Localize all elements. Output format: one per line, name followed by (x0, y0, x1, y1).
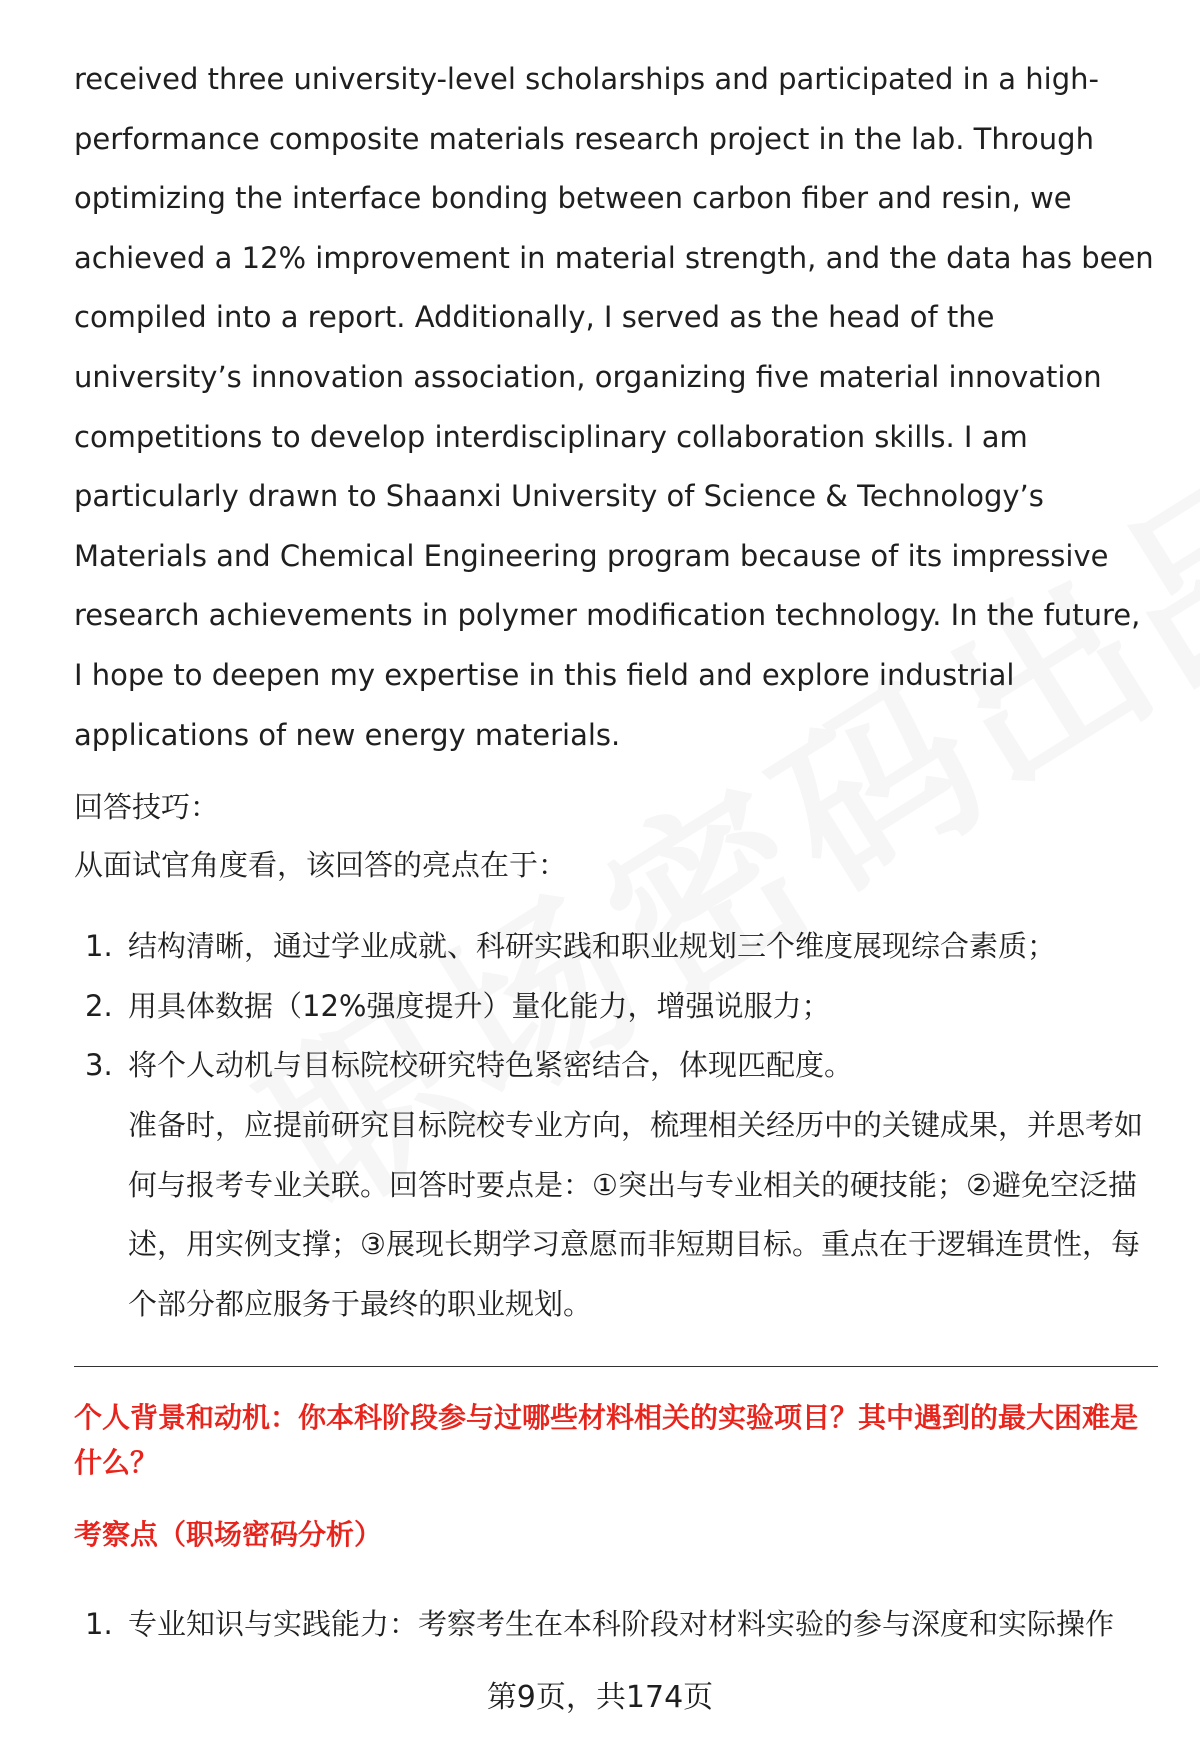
section-divider (74, 1366, 1158, 1367)
list-item-number: 1. (85, 929, 113, 964)
tips-note: 准备时，应提前研究目标院校专业方向，梳理相关经历中的关键成果，并思考如何与报考专业关联。回答时要点是：①突出与专业相关的硬技能；②避免空泛描述，用实例支撑；③展现长期学习意愿而非短期目标。重点在于逻辑连贯性，每个部分都应服务于最终的职业规划。 (128, 1107, 1144, 1321)
tips-list (74, 917, 1158, 1096)
list-item-number: 2. (85, 988, 113, 1023)
list-item-text: 专业知识与实践能力：考察考生在本科阶段对材料实验的参与深度和实际操作 (128, 1607, 1115, 1642)
list-item-text: 结构清晰，通过学业成就、科研实践和职业规划三个维度展现综合素质； (128, 929, 1057, 964)
answer-paragraph: received three university-level scholarships and participated in a high-performance composite materials research project in the lab. Through optimizing the interface bonding between carbon fiber and resin, we achieved a 12% improvement in material strength, and the data has been compiled into a report. Additionally, I served as the head of the university’s innovation association, organizing five material innovation competitions to develop interdisciplinary collaboration skills. I am particularly drawn to Shaanxi University of Science & Technology’s Materials and Chemical Engineering program because of its impressive research achievements in polymer modification technology. In the future, I hope to deepen my expertise in this field and explore industrial applications of new energy materials. (74, 62, 1154, 752)
analysis-list (74, 1595, 1158, 1655)
list-item (74, 1595, 1158, 1655)
list-item (74, 1036, 1158, 1096)
tips-intro: 从面试官角度看，该回答的亮点在于： (74, 848, 568, 883)
question-title: 个人背景和动机：你本科阶段参与过哪些材料相关的实验项目？其中遇到的最大困难是什么？ (74, 1401, 1139, 1480)
list-item (74, 977, 1158, 1037)
list-item-number: 3. (85, 1048, 113, 1083)
document-page (74, 50, 1158, 1655)
list-item-number: 1. (85, 1607, 113, 1642)
list-item-text: 将个人动机与目标院校研究特色紧密结合，体现匹配度。 (128, 1048, 854, 1083)
page-number: 第9页，共174页 (486, 1680, 714, 1715)
list-item (74, 917, 1158, 977)
list-item-text: 用具体数据（12%强度提升）量化能力，增强说服力； (128, 988, 831, 1023)
tips-title: 回答技巧： (74, 790, 220, 825)
section-heading: 考察点（职场密码分析） (74, 1518, 383, 1552)
